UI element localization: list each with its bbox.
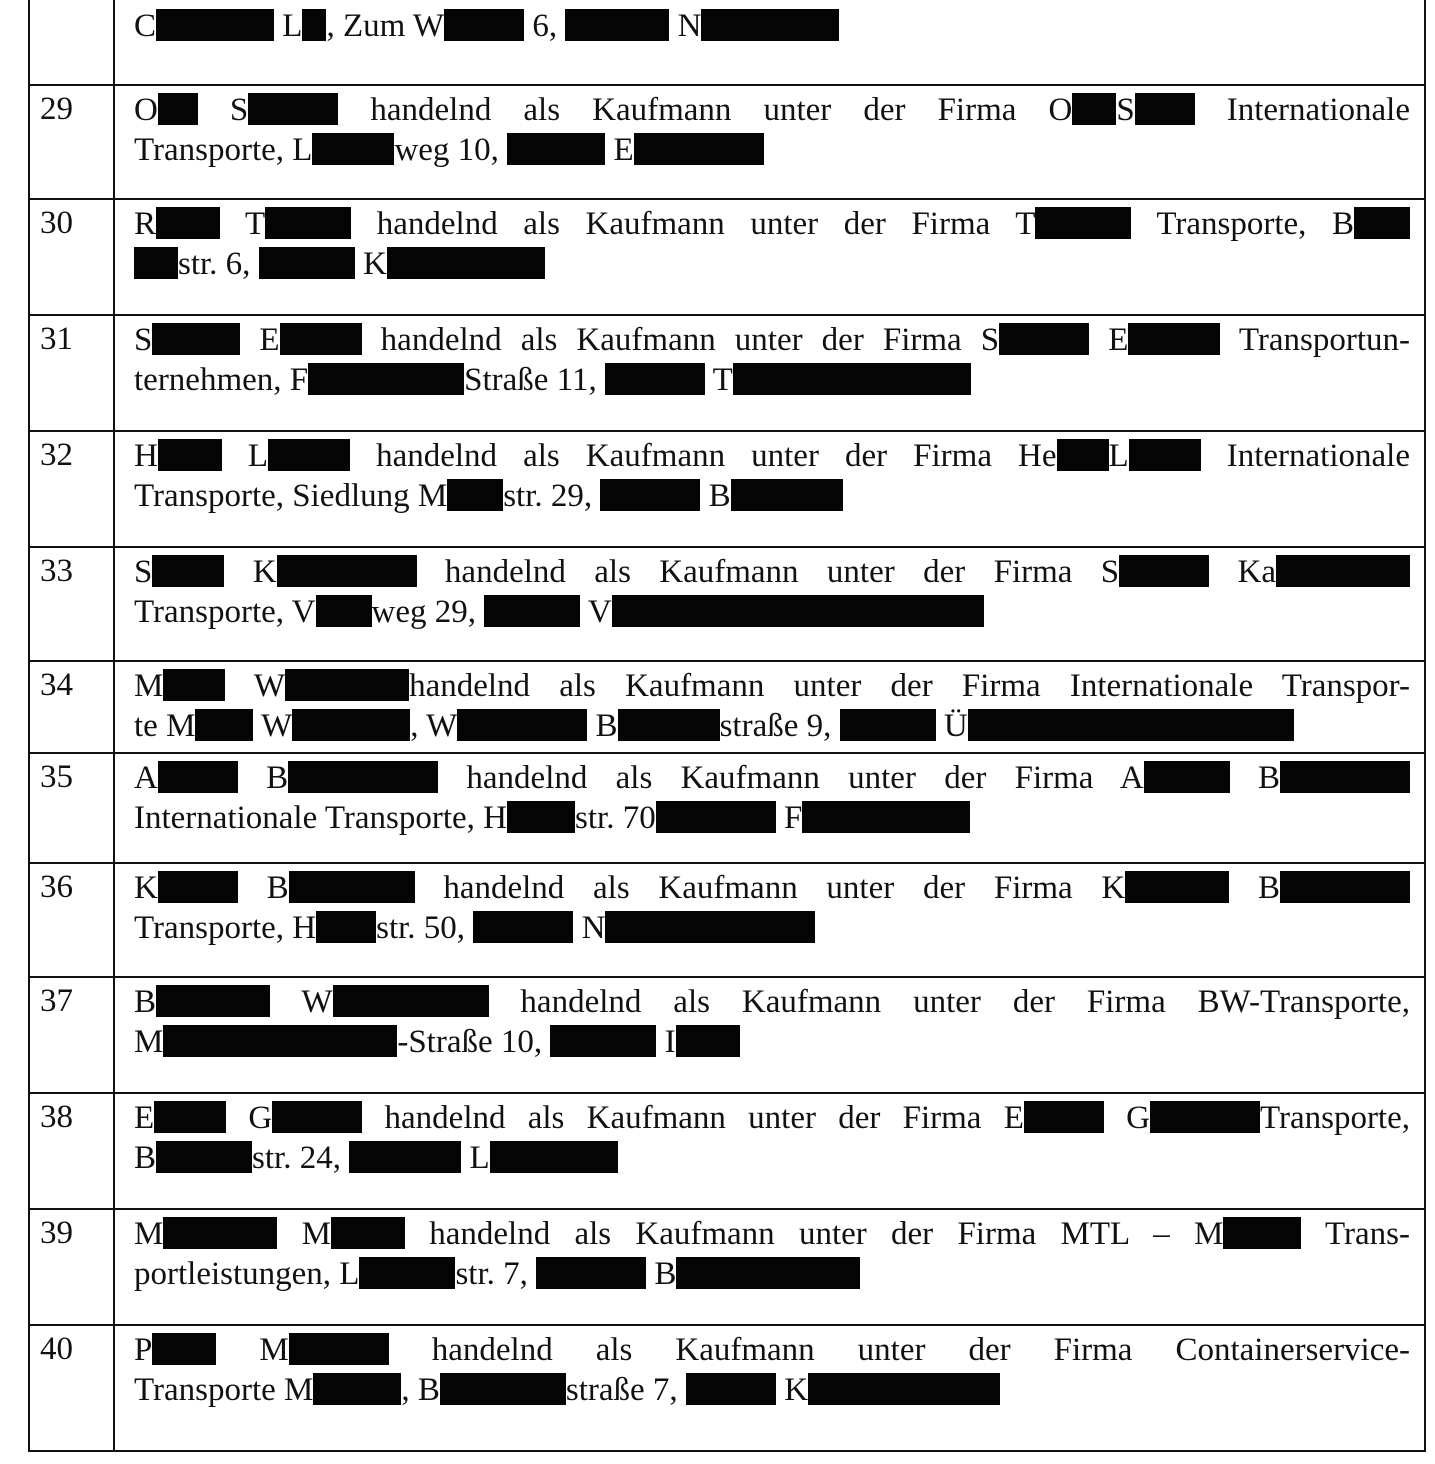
row-divider [28,314,1424,316]
row-text [134,982,1410,1062]
text-fragment: P [134,1332,153,1368]
text-fragment: I [656,1024,676,1060]
redaction-bar [999,323,1089,355]
text-fragment: W [270,984,333,1020]
row-divider [28,1092,1424,1094]
text-fragment: W [225,668,286,704]
redaction-bar [457,709,587,741]
redaction-bar [158,93,198,125]
row-divider [28,198,1424,200]
row-text [134,6,1410,46]
text-fragment: handelnd als Kaufmann unter der Firma A [438,760,1144,796]
redaction-bar [154,1101,226,1133]
redaction-bar [163,1217,277,1249]
text-fragment: E [134,1100,155,1136]
redaction-bar [1024,1101,1104,1133]
redaction-bar [158,761,238,793]
text-line [134,90,1410,130]
table-row [28,1324,1424,1450]
redaction-bar [840,709,936,741]
text-fragment: V [580,594,612,630]
text-fragment: handelnd als Kaufmann unter der Firma He [350,438,1057,474]
text-fragment: Transporte, B [1131,206,1354,242]
text-line [134,1138,1410,1178]
text-line [134,1022,1410,1062]
table-row [28,1092,1424,1208]
redaction-bar [316,911,376,943]
text-fragment: B [237,870,289,906]
table-row [28,862,1424,976]
text-fragment: weg 10, [394,132,508,168]
row-number: 35 [40,759,73,795]
text-line [134,1098,1410,1138]
redaction-bar [1035,207,1131,239]
text-fragment: L [274,8,303,44]
redaction-bar [507,133,605,165]
row-text [134,204,1410,284]
redaction-bar [277,555,417,587]
text-fragment: , W [410,708,458,744]
table-row [28,430,1424,546]
text-fragment: , B [401,1372,440,1408]
redaction-bar [1125,871,1229,903]
text-fragment: 6, [524,8,566,44]
redaction-bar [1223,1217,1301,1249]
redaction-bar [1119,555,1209,587]
table-row [28,198,1424,314]
text-fragment: R [134,206,157,242]
row-number: 34 [40,667,73,703]
text-fragment: B [646,1256,677,1292]
text-fragment: , Zum W [326,8,445,44]
text-fragment: handelnd als Kaufmann unter der Firma K [414,870,1126,906]
redaction-bar [156,207,220,239]
text-fragment: H [134,438,158,474]
row-text [134,1214,1410,1294]
redaction-bar [272,1101,362,1133]
text-fragment: M [216,1332,289,1368]
text-line [134,1370,1410,1410]
text-fragment: K [134,870,158,906]
redaction-bar [605,363,705,395]
table-right-border [1424,0,1426,1452]
row-text [134,758,1410,838]
redaction-bar [134,247,178,279]
text-line [134,436,1410,476]
redaction-bar [536,1257,646,1289]
row-text [134,552,1410,632]
redaction-bar [605,911,815,943]
text-fragment: G [1103,1100,1150,1136]
text-fragment: Transporte, H [134,910,317,946]
redaction-bar [152,1333,216,1365]
text-fragment: str. 50, [376,910,474,946]
row-text [134,436,1410,516]
text-fragment: weg 29, [371,594,485,630]
redaction-bar [349,1141,461,1173]
text-line [134,130,1410,170]
redaction-bar [612,595,984,627]
redaction-bar [1354,207,1410,239]
text-fragment: S [134,322,153,358]
text-fragment: L [461,1140,490,1176]
text-fragment: straße 7, [565,1372,686,1408]
text-line [134,360,1410,400]
text-line [134,1254,1410,1294]
text-fragment: L [1108,438,1129,474]
row-divider [28,660,1424,662]
row-divider [28,84,1424,86]
redaction-bar [1280,761,1410,793]
redaction-bar [808,1373,1000,1405]
text-fragment: str. 29, [503,478,601,514]
text-fragment: F [775,800,803,836]
text-fragment: te M [134,708,196,744]
text-fragment: E [1089,322,1129,358]
redaction-bar [248,93,338,125]
redaction-bar [195,709,253,741]
row-number: 30 [40,205,73,241]
redaction-bar [440,1373,566,1405]
table-row [28,1208,1424,1324]
text-fragment: Transporte, L [134,132,313,168]
row-number: 33 [40,553,73,589]
text-fragment: str. 70 [575,800,656,836]
redaction-bar [600,479,700,511]
text-line [134,476,1410,516]
redaction-bar [156,9,274,41]
text-fragment: Transporte M [134,1372,314,1408]
text-line [134,6,1410,46]
table-row [28,546,1424,660]
redaction-bar [158,439,222,471]
text-line [134,798,1410,838]
text-fragment: G [226,1100,273,1136]
redaction-bar [676,1257,860,1289]
redaction-bar [333,985,489,1017]
row-number: 36 [40,869,73,905]
row-number: 37 [40,983,73,1019]
text-fragment: K [775,1372,809,1408]
text-fragment: M [134,1216,164,1252]
text-fragment: handelnd als Kaufmann unter der Firma Internationale Transpor- [409,668,1411,704]
redaction-bar [152,555,224,587]
text-fragment: straße 9, [719,708,840,744]
redaction-bar [701,9,839,41]
redaction-bar [163,669,225,701]
text-line [134,908,1410,948]
redaction-bar [1276,555,1410,587]
table-row [28,976,1424,1092]
redaction-bar [1072,93,1116,125]
redaction-bar [676,1025,740,1057]
text-fragment: handelnd als Kaufmann unter der Firma O [338,92,1073,128]
text-fragment: B [1229,760,1281,796]
text-line [134,552,1410,592]
redaction-bar [733,363,971,395]
text-fragment: N [573,910,606,946]
text-fragment: C [134,8,157,44]
text-fragment: B [134,984,157,1020]
table-row [28,84,1424,198]
redaction-bar [802,801,970,833]
redaction-bar [618,709,720,741]
text-fragment: handelnd als Kaufmann unter der Firma Containerservice- [388,1332,1411,1368]
row-divider [28,976,1424,978]
text-line [134,592,1410,632]
text-fragment: S [1116,92,1135,128]
row-number: 31 [40,321,73,357]
redaction-bar [444,9,524,41]
redaction-bar [152,323,240,355]
row-text [134,666,1410,746]
text-fragment: Transporte, Siedlung M [134,478,448,514]
text-fragment: str. 6, [178,246,259,282]
redaction-bar [656,801,776,833]
text-fragment: Transporte, [1259,1100,1410,1136]
redaction-bar [359,1257,455,1289]
redaction-bar [156,1141,252,1173]
text-fragment: K [354,246,387,282]
redaction-bar [634,133,764,165]
redaction-bar [1128,323,1220,355]
text-fragment: K [224,554,277,590]
text-fragment: Internationale [1200,438,1410,474]
text-fragment: Internationale Transporte, H [134,800,508,836]
text-fragment: ternehmen, F [134,362,309,398]
row-text [134,868,1410,948]
text-fragment: N [669,8,702,44]
redaction-bar [313,1373,401,1405]
text-fragment: S [197,92,249,128]
table-row [28,660,1424,752]
redaction-bar [1144,761,1230,793]
table-row [28,314,1424,430]
text-line [134,706,1410,746]
text-line [134,1214,1410,1254]
redaction-bar [507,801,575,833]
text-line [134,204,1410,244]
text-fragment: Ü [935,708,968,744]
text-line [134,758,1410,798]
text-fragment: M [134,668,164,704]
text-fragment: B [587,708,618,744]
text-fragment: Trans- [1301,1216,1410,1252]
text-fragment: Transportun- [1220,322,1410,358]
row-number: 32 [40,437,73,473]
text-fragment: L [221,438,269,474]
text-fragment: W [253,708,293,744]
text-line [134,982,1410,1022]
redaction-bar [968,709,1294,741]
text-fragment: M [277,1216,331,1252]
row-divider [28,1208,1424,1210]
redaction-bar [268,439,350,471]
text-line [134,1330,1410,1370]
text-line [134,868,1410,908]
text-line [134,666,1410,706]
redaction-bar [259,247,355,279]
redaction-bar [1280,871,1410,903]
redaction-bar [288,761,438,793]
redaction-bar [1129,439,1201,471]
text-line [134,320,1410,360]
row-divider [28,862,1424,864]
text-fragment: B [1229,870,1280,906]
text-fragment: handelnd als Kaufmann unter der Firma MTL – M [404,1216,1224,1252]
row-number: 38 [40,1099,73,1135]
text-fragment: Internationale [1194,92,1410,128]
redaction-bar [447,479,503,511]
text-fragment: M [134,1024,164,1060]
row-text [134,320,1410,400]
redaction-bar [686,1373,776,1405]
row-number: 39 [40,1215,73,1251]
text-fragment: A [134,760,158,796]
text-fragment: str. 7, [455,1256,537,1292]
text-fragment: Transporte, V [134,594,316,630]
row-text [134,1098,1410,1178]
redaction-bar [289,1333,389,1365]
redaction-bar [316,595,372,627]
text-fragment: B [237,760,289,796]
redaction-bar [484,595,580,627]
row-divider [28,546,1424,548]
text-fragment: str. 24, [252,1140,350,1176]
text-fragment: handelnd als Kaufmann unter der Firma E [362,1100,1024,1136]
table-row [28,752,1424,862]
redaction-bar [302,9,326,41]
redaction-bar [265,207,351,239]
redaction-bar [331,1217,405,1249]
redaction-bar [473,911,573,943]
text-fragment: E [240,322,280,358]
text-fragment: -Straße 10, [397,1024,551,1060]
text-fragment: B [134,1140,157,1176]
text-fragment: E [605,132,634,168]
text-fragment: Straße 11, [464,362,605,398]
redaction-bar [285,669,409,701]
redaction-bar [550,1025,656,1057]
redaction-bar [1057,439,1109,471]
text-fragment: handelnd als Kaufmann unter der Firma T [351,206,1036,242]
table-row [28,0,1424,84]
redaction-bar [387,247,545,279]
redaction-bar [158,871,238,903]
redaction-bar [308,363,464,395]
redaction-bar [565,9,669,41]
row-number: 29 [40,91,73,127]
text-fragment: portleistungen, L [134,1256,360,1292]
row-divider [28,752,1424,754]
redaction-bar [156,985,270,1017]
redaction-bar [292,709,410,741]
text-fragment: handelnd als Kaufmann unter der Firma S [361,322,1000,358]
redaction-bar [490,1141,618,1173]
row-text [134,90,1410,170]
text-fragment: B [700,478,731,514]
row-divider [28,430,1424,432]
text-fragment: Ka [1209,554,1276,590]
redaction-bar [312,133,394,165]
redaction-bar [289,871,415,903]
text-fragment: handelnd als Kaufmann unter der Firma BW-Transporte, [488,984,1410,1020]
text-fragment: O [134,92,158,128]
text-fragment: T [704,362,733,398]
redaction-bar [1135,93,1195,125]
row-text [134,1330,1410,1410]
redaction-bar [731,479,843,511]
redaction-bar [280,323,362,355]
redaction-bar [163,1025,397,1057]
row-divider [28,1324,1424,1326]
text-line [134,244,1410,284]
text-fragment: T [220,206,266,242]
redaction-bar [1150,1101,1260,1133]
text-fragment: S [134,554,153,590]
row-number: 40 [40,1331,73,1367]
text-fragment: handelnd als Kaufmann unter der Firma S [416,554,1120,590]
